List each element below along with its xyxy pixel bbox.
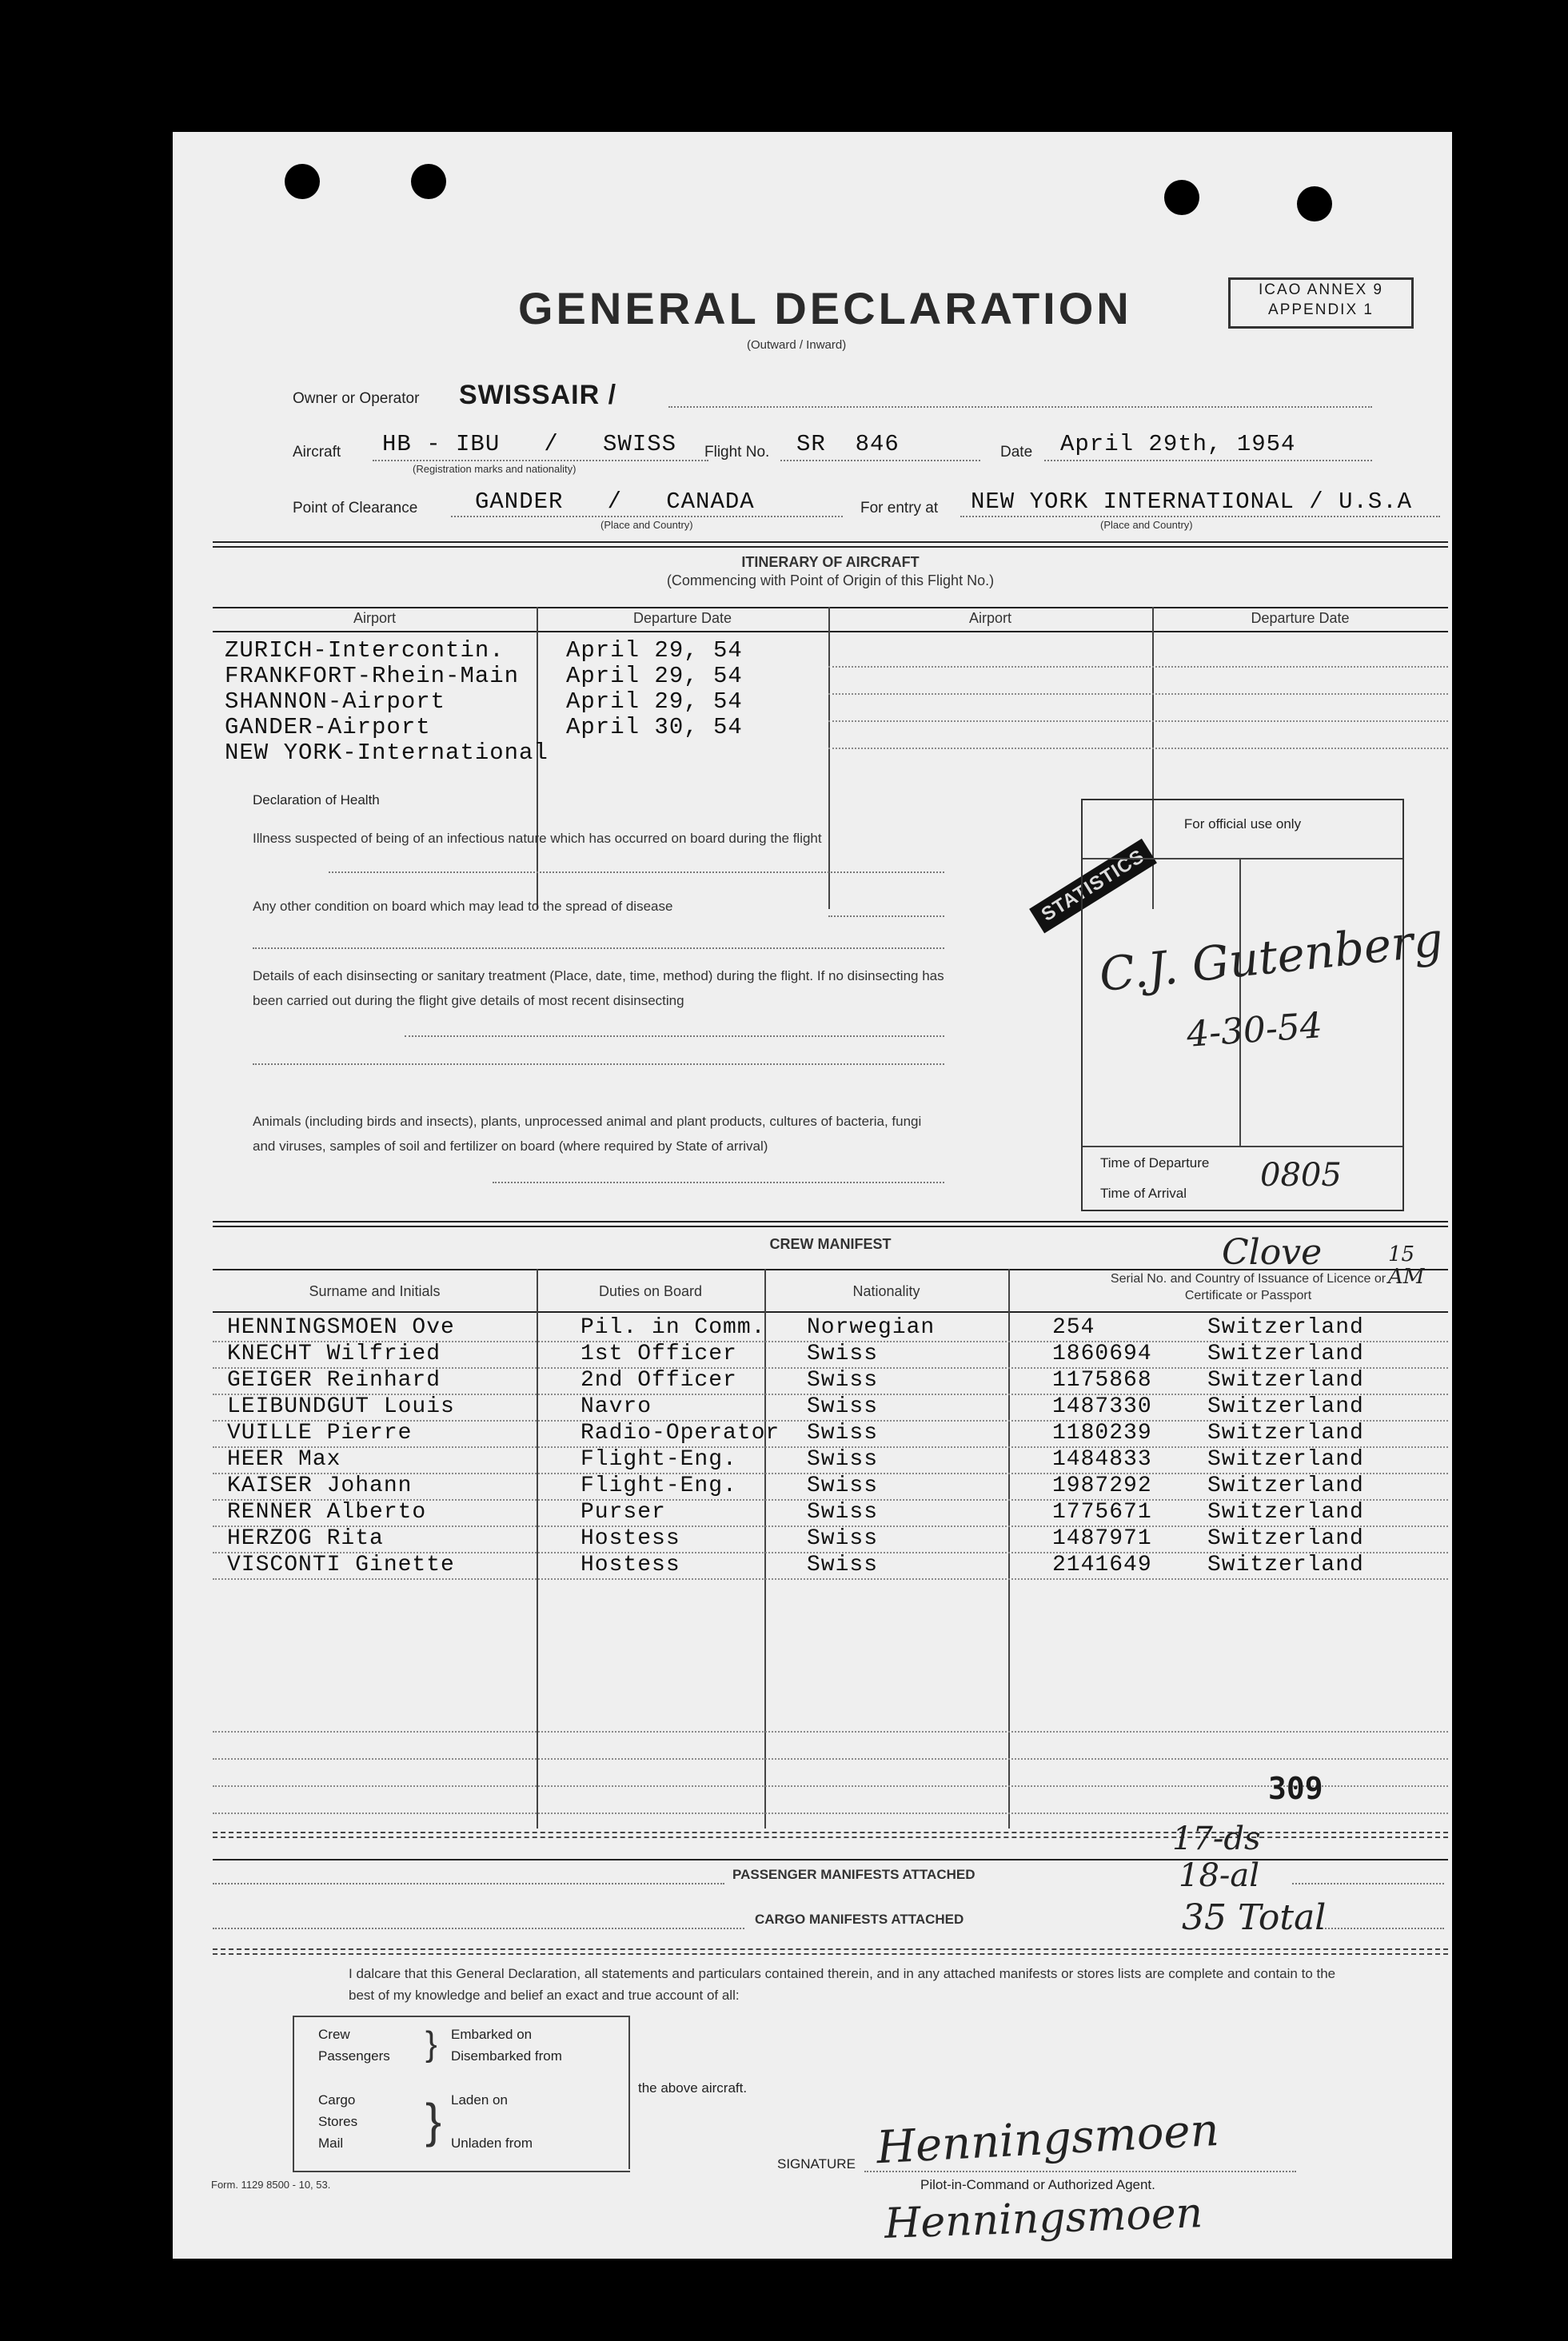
clearance-note: (Place and Country)	[600, 519, 693, 531]
crew-country: Switzerland	[1207, 1368, 1364, 1393]
cargo-word: Cargo	[318, 2092, 356, 2108]
itinerary-airport: SHANNON-Airport	[225, 688, 446, 715]
manifest-line	[213, 1928, 744, 1929]
health-question-4: Animals (including birds and insects), plants, unprocessed animal and plant products, cultures of bacteria, fungi and viruses, samples of soil and fertilizer on board (where required by State of arrival)	[253, 1114, 922, 1154]
itinerary-row	[225, 637, 505, 664]
answer-line	[828, 915, 944, 917]
itinerary-date: April 29, 54	[566, 688, 743, 715]
manifest-note-1: 17-ds	[1172, 1821, 1261, 1857]
entry-line	[960, 516, 1440, 517]
rule	[213, 1859, 1448, 1860]
crew-stamp-number: 309	[1268, 1771, 1323, 1806]
crew-nationality: Swiss	[807, 1500, 879, 1525]
crew-country: Switzerland	[1207, 1526, 1364, 1551]
health-question-2: Any other condition on board which may lead to the spread of disease	[253, 899, 673, 914]
crew-duty: 1st Officer	[581, 1342, 737, 1366]
date-line	[1044, 460, 1372, 461]
rule	[213, 1953, 1448, 1955]
brace: }	[425, 2094, 442, 2148]
column-rule	[1008, 1269, 1010, 1829]
crew-nationality: Swiss	[807, 1474, 879, 1498]
crew-country: Switzerland	[1207, 1394, 1364, 1419]
crew-country: Switzerland	[1207, 1500, 1364, 1525]
unladen-word: Unladen from	[451, 2136, 533, 2151]
aircraft-note: (Registration marks and nationality)	[413, 463, 577, 475]
crew-nationality: Swiss	[807, 1526, 879, 1551]
embarked-word: Embarked on	[451, 2027, 533, 2042]
crew-duty: Flight-Eng.	[581, 1447, 737, 1472]
declaration-text: I dalcare that this General Declaration, all statements and particulars contained therein, and in any attached manifests or stores lists are complete and contain to the best of my knowledge and belief an exact and true account of all:	[349, 1966, 1336, 2003]
crew-name: VISCONTI Ginette	[227, 1553, 455, 1577]
crew-serial: 1487330	[1052, 1394, 1152, 1419]
manifest-note-3: 35 Total	[1182, 1897, 1327, 1938]
itinerary-row	[225, 714, 431, 740]
itinerary-col-airport2: Airport	[968, 610, 1011, 626]
row-rule	[828, 693, 1448, 695]
official-use-box	[1081, 799, 1446, 1211]
itinerary-date: April 30, 54	[566, 714, 743, 740]
crew-name: RENNER Alberto	[227, 1500, 427, 1525]
crew-col-nationality: Nationality	[852, 1283, 920, 1299]
answer-line	[253, 1063, 944, 1065]
crew-country: Switzerland	[1207, 1421, 1364, 1446]
crew-col-duties: Duties on Board	[598, 1283, 703, 1299]
date-value: April 29th, 1954	[1060, 431, 1296, 457]
crew-col-name: Surname and Initials	[309, 1283, 441, 1299]
punch-hole	[1164, 180, 1199, 215]
crew-duty: Radio-Operator	[581, 1421, 780, 1446]
itinerary-row	[225, 740, 549, 766]
rule	[213, 1948, 1448, 1950]
brace: }	[425, 2024, 437, 2064]
answer-line	[253, 947, 944, 949]
crew-duty: Hostess	[581, 1526, 680, 1551]
crew-heading: CREW MANIFEST	[769, 1236, 892, 1252]
row-rule	[213, 1731, 1448, 1733]
crew-nationality: Swiss	[807, 1421, 879, 1446]
official-rule	[1239, 858, 1241, 1146]
cargo-manifests-label: CARGO MANIFESTS ATTACHED	[755, 1912, 964, 1927]
itinerary-col-airport: Airport	[353, 610, 396, 626]
crew-name: HERZOG Rita	[227, 1526, 384, 1551]
column-rule	[537, 1269, 538, 1829]
annex-box	[1228, 277, 1414, 329]
crew-duty: Navro	[581, 1394, 652, 1419]
punch-hole	[1297, 186, 1332, 221]
signer-title: Pilot-in-Command or Authorized Agent.	[920, 2177, 1155, 2192]
itinerary-col-departure2: Departure Date	[1251, 610, 1350, 626]
crew-duty: 2nd Officer	[581, 1368, 737, 1393]
entry-value: NEW YORK INTERNATIONAL / U.S.A	[971, 489, 1413, 515]
health-question-1: Illness suspected of being of an infectious nature which has occurred on board during the flight	[253, 831, 822, 846]
entry-note: (Place and Country)	[1100, 519, 1193, 531]
answer-line	[329, 871, 944, 873]
aircraft-value: HB - IBU / SWISS	[382, 431, 677, 457]
crew-serial: 1180239	[1052, 1421, 1152, 1446]
crew-nationality: Swiss	[807, 1553, 879, 1577]
column-rule	[764, 1269, 766, 1829]
crew-name: VUILLE Pierre	[227, 1421, 413, 1446]
crew-handwritten-note: Clove	[1222, 1232, 1323, 1273]
itinerary-date: April 29, 54	[566, 637, 743, 664]
rule	[213, 1221, 1448, 1222]
itinerary-airport: FRANKFORT-Rhein-Main	[225, 663, 520, 689]
aircraft-label: Aircraft	[293, 444, 341, 461]
form-number: Form. 1129 8500 - 10, 53.	[211, 2179, 331, 2191]
mail-word: Mail	[318, 2136, 344, 2151]
crew-nationality: Swiss	[807, 1342, 879, 1366]
itinerary-subheading: (Commencing with Point of Origin of this Flight No.)	[666, 572, 995, 588]
crew-nationality: Swiss	[807, 1394, 879, 1419]
crew-country: Switzerland	[1207, 1315, 1364, 1340]
signature-label: SIGNATURE	[777, 2156, 856, 2172]
rule	[213, 1832, 1448, 1833]
aircraft-line	[373, 460, 708, 461]
official-signature-date: 4-30-54	[1185, 1005, 1324, 1055]
above-aircraft-text: the above aircraft.	[638, 2080, 748, 2096]
answer-line	[405, 1035, 944, 1037]
crew-nationality: Norwegian	[807, 1315, 936, 1340]
crew-name: KNECHT Wilfried	[227, 1342, 441, 1366]
passenger-manifests-label: PASSENGER MANIFESTS ATTACHED	[732, 1867, 976, 1882]
rule	[213, 631, 1448, 632]
itinerary-airport: GANDER-Airport	[225, 714, 431, 740]
flight-value: SR 846	[796, 431, 900, 457]
pilot-signature: Henningsmoen	[884, 2189, 1204, 2248]
official-signature: C.J. Gutenberg	[1096, 911, 1446, 1003]
crew-serial: 1487971	[1052, 1526, 1152, 1551]
itinerary-airport: ZURICH-Intercontin.	[225, 637, 505, 664]
arrival-time-label: Time of Arrival	[1100, 1186, 1187, 1201]
crew-serial: 1175868	[1052, 1368, 1152, 1393]
form-subtitle: (Outward / Inward)	[747, 338, 847, 352]
owner-label: Owner or Operator	[293, 390, 420, 407]
itinerary-row	[225, 688, 445, 715]
flight-line	[780, 460, 980, 461]
itinerary-date: April 29, 54	[566, 663, 743, 689]
manifest-line	[213, 1883, 724, 1884]
row-rule	[828, 720, 1448, 722]
crew-name: HEER Max	[227, 1447, 341, 1472]
stores-word: Stores	[318, 2114, 358, 2129]
official-rule	[1083, 858, 1402, 859]
punch-hole	[285, 164, 320, 199]
annex-line2: APPENDIX 1	[1268, 301, 1374, 318]
manifest-line	[1316, 1928, 1444, 1929]
pilot-signature: Henningsmoen	[875, 2104, 1221, 2175]
itinerary-row	[225, 663, 519, 689]
itinerary-col-departure: Departure Date	[632, 610, 732, 626]
crew-name: HENNINGSMOEN Ove	[227, 1315, 455, 1340]
clearance-line	[451, 516, 843, 517]
departure-time-label: Time of Departure	[1100, 1155, 1210, 1170]
official-rule	[1083, 1146, 1402, 1147]
crew-name: KAISER Johann	[227, 1474, 413, 1498]
crew-word: Crew	[318, 2027, 350, 2042]
rule	[213, 546, 1448, 548]
crew-nationality: Swiss	[807, 1368, 879, 1393]
crew-country: Switzerland	[1207, 1553, 1364, 1577]
rule	[213, 541, 1448, 543]
crew-name: LEIBUNDGUT Louis	[227, 1394, 455, 1419]
entry-label: For entry at	[860, 500, 939, 516]
row-rule	[828, 666, 1448, 668]
owner-value: SWISSAIR /	[459, 380, 617, 410]
rule	[213, 1837, 1448, 1838]
annex-line1: ICAO ANNEX 9	[1259, 281, 1383, 298]
clearance-label: Point of Clearance	[293, 500, 418, 516]
rule	[213, 1226, 1448, 1227]
arrival-time-value: 0805	[1260, 1157, 1342, 1194]
crew-handwritten-time: 15 AM	[1388, 1242, 1425, 1289]
declaration-form	[173, 132, 1452, 2259]
column-rule	[828, 607, 830, 909]
form-title: GENERAL DECLARATION	[518, 283, 1132, 333]
row-rule	[828, 748, 1448, 749]
crew-duty: Hostess	[581, 1553, 680, 1577]
health-heading: Declaration of Health	[253, 792, 380, 808]
official-use-heading: For official use only	[1183, 816, 1302, 832]
rule	[213, 607, 1448, 608]
crew-serial: 2141649	[1052, 1553, 1152, 1577]
row-rule	[213, 1785, 1448, 1787]
passengers-word: Passengers	[318, 2048, 390, 2064]
crew-nationality: Swiss	[807, 1447, 879, 1472]
crew-serial: 1860694	[1052, 1342, 1152, 1366]
punch-hole	[411, 164, 446, 199]
itinerary-heading: ITINERARY OF AIRCRAFT	[741, 554, 920, 570]
answer-line	[493, 1182, 944, 1183]
manifest-line	[1292, 1883, 1444, 1884]
crew-col-serial: Serial No. and Country of Issuance of Licence or Certificate or Passport	[1110, 1272, 1386, 1302]
crew-duty: Purser	[581, 1500, 666, 1525]
manifest-note-2: 18-al	[1179, 1857, 1260, 1894]
disembarked-word: Disembarked from	[451, 2048, 562, 2064]
date-label: Date	[1000, 444, 1033, 461]
crew-duty: Pil. in Comm.	[581, 1315, 766, 1340]
crew-serial: 1484833	[1052, 1447, 1152, 1472]
flight-label: Flight No.	[704, 444, 770, 461]
statistics-stamp: STATISTICS	[1029, 839, 1157, 934]
crew-serial: 1775671	[1052, 1500, 1152, 1525]
clearance-value: GANDER / CANADA	[475, 489, 755, 515]
row-rule	[213, 1758, 1448, 1760]
crew-duty: Flight-Eng.	[581, 1474, 737, 1498]
crew-country: Switzerland	[1207, 1474, 1364, 1498]
crew-country: Switzerland	[1207, 1342, 1364, 1366]
declaration-rule	[628, 2016, 630, 2169]
row-rule	[213, 1813, 1448, 1814]
row-rule	[213, 1578, 1448, 1580]
rule	[213, 1311, 1448, 1313]
laden-word: Laden on	[451, 2092, 508, 2108]
owner-line	[668, 406, 1372, 408]
crew-serial: 1987292	[1052, 1474, 1152, 1498]
crew-name: GEIGER Reinhard	[227, 1368, 441, 1393]
crew-serial: 254	[1052, 1315, 1095, 1340]
health-question-3: Details of each disinsecting or sanitary treatment (Place, date, time, method) during the flight. If no disinsecting has been carried out during the flight give details of most recent disinsecting	[253, 968, 944, 1008]
crew-country: Switzerland	[1207, 1447, 1364, 1472]
itinerary-airport: NEW YORK-International	[225, 740, 549, 766]
